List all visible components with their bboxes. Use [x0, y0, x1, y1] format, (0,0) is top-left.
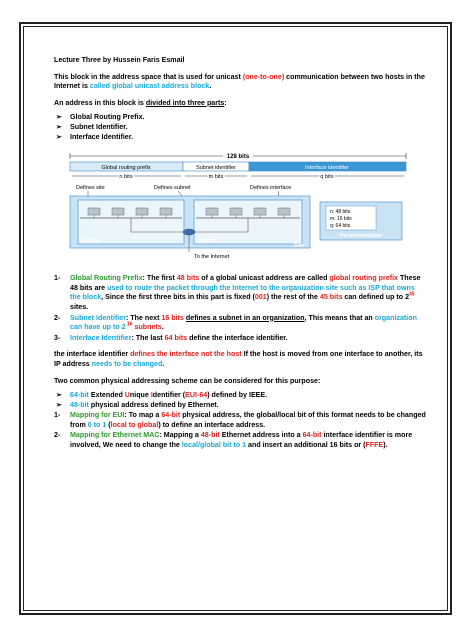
- seg3-label: Interface identifier: [305, 165, 349, 172]
- text-span: subnets: [132, 323, 162, 332]
- list-item: ➢ Global Routing Prefix.: [54, 113, 426, 123]
- text-span: organization can have up to 2: [70, 313, 417, 332]
- text-span: 16 bits: [161, 313, 184, 322]
- host-icon: [112, 208, 124, 215]
- text-span: If the host is moved from one interface to another, its IP address: [54, 350, 423, 368]
- list-item: [54, 391, 426, 401]
- text-span: Mapping for EUI: [70, 411, 125, 420]
- text-span: Ethernet address into a: [219, 431, 303, 440]
- text-span: 45 bits: [319, 293, 343, 302]
- text-span: defines a subnet in an organization: [185, 313, 305, 322]
- text-span: defines the interface not the host: [130, 350, 242, 359]
- intro-highlight-block: called global unicast address block: [89, 82, 210, 91]
- site-label: Site: [294, 243, 305, 250]
- divided-text-2: :: [224, 98, 227, 107]
- list-item: [54, 411, 426, 430]
- host-icon: [206, 208, 218, 215]
- text-span: ) to define an interface address.: [158, 420, 266, 429]
- text-span: Global Routing Prefix: [70, 274, 143, 283]
- intro-text-2: communication between two hosts in the Internet is: [54, 72, 425, 91]
- text-span: 45: [409, 291, 415, 298]
- divided-underlined: divided into three parts: [145, 98, 225, 107]
- text-span: : Mapping a: [159, 431, 201, 440]
- text-span: U: [124, 391, 130, 400]
- recommendation-label: Recommendation: [340, 233, 382, 240]
- text-span: interface identifier is more involved, We need to change the: [70, 431, 413, 450]
- defines-interface-label: Defines interface: [250, 185, 292, 192]
- item-number: 2-: [54, 431, 61, 440]
- text-span: Mapping for Ethernet MAC: [70, 431, 160, 440]
- divided-text-1: An address in this block is: [54, 98, 146, 107]
- parts-explanation-list: [54, 274, 426, 343]
- text-span: can defined up to 2: [342, 293, 410, 302]
- text-span: 64-bit: [70, 391, 89, 400]
- interface-paragraph: [54, 350, 426, 369]
- text-span: , This means that an: [304, 313, 375, 322]
- text-span: the interface identifier: [54, 350, 131, 359]
- text-span: (: [106, 420, 111, 429]
- text-span: EUI-64: [185, 391, 208, 400]
- defines-subnet-label: Defines subnet: [154, 185, 191, 192]
- list-item: [54, 274, 426, 312]
- n-bits-label: n bits: [119, 174, 133, 181]
- m-bits-label: m bits: [208, 174, 224, 181]
- text-span: global routing prefix: [329, 274, 398, 283]
- intro-highlight-one-to-one: (one-to-one): [242, 72, 285, 81]
- address-structure-diagram: [68, 148, 408, 268]
- text-span: These 48 bits are: [70, 274, 421, 292]
- text-span: local/global bit to 1: [181, 441, 247, 450]
- item-number: 2-: [54, 313, 61, 322]
- text-span: needs to be changed: [91, 359, 163, 368]
- host-icon: [136, 208, 148, 215]
- text-span: 64 bits: [164, 333, 188, 342]
- text-span: ) defined by IEEE.: [207, 391, 268, 400]
- text-span: ).: [383, 441, 388, 450]
- list-item: [54, 401, 426, 411]
- rec-m-label: m: 16 bits: [330, 216, 352, 223]
- text-span: Interface Identifier: [70, 333, 132, 342]
- subnet1-label: Subnet: [82, 238, 101, 245]
- text-span: dentifier (: [152, 391, 186, 400]
- text-span: local to global: [110, 420, 159, 429]
- text-span: : To map a: [124, 411, 162, 420]
- text-span: of a global unicast address are called: [199, 274, 330, 283]
- item-number: 1-: [54, 274, 61, 283]
- item-number: 1-: [54, 411, 61, 420]
- q-bits-label: q bits: [320, 174, 334, 181]
- text-span: .: [162, 359, 165, 368]
- diagram-svg: [68, 148, 408, 268]
- text-span: physical address, the global/local bit of this format needs to be changed from: [70, 411, 426, 429]
- text-span: used to route the packet through the Internet to the organization site such as ISP that owns the block: [70, 283, 415, 302]
- text-span: 64-bit: [161, 411, 181, 420]
- divided-paragraph: [54, 99, 426, 109]
- text-span: nique: [129, 391, 151, 400]
- text-span: : The first: [142, 274, 177, 283]
- text-span: I: [150, 391, 153, 400]
- text-span: Subnet Identifier: [70, 313, 126, 322]
- host-icon: [88, 208, 100, 215]
- router-icon: [183, 229, 195, 235]
- host-icon: [230, 208, 242, 215]
- parts-list: [54, 113, 426, 142]
- text-span: 48-bit: [70, 400, 89, 409]
- intro-paragraph: [54, 73, 426, 92]
- text-span: ) the rest of the: [266, 293, 320, 302]
- host-icon: [160, 208, 172, 215]
- seg2-label: Subnet identifier: [196, 165, 236, 172]
- text-span: and insert an additional 16 bits or (: [246, 441, 366, 450]
- host-icon: [278, 208, 290, 215]
- list-item: ➢ Subnet Identifier.: [54, 123, 426, 133]
- text-span: 16: [125, 321, 133, 328]
- mapping-list: [54, 411, 426, 450]
- document-body: [54, 56, 426, 458]
- text-span: define the interface identifier.: [187, 333, 288, 342]
- schemes-intro: Two common physical addressing scheme can be considered for this purpose:: [54, 376, 321, 385]
- text-span: FFFE: [365, 441, 384, 450]
- item-number: 3-: [54, 333, 61, 342]
- text-span: , Since the first three bits in this part is fixed (: [101, 293, 255, 302]
- text-span: 0 to 1: [87, 420, 107, 429]
- intro-text-3: .: [209, 82, 212, 91]
- defines-site-label: Defines site: [76, 185, 105, 192]
- list-item: ➢ Interface Identifier.: [54, 133, 426, 143]
- schemes-list: [54, 391, 426, 410]
- total-bits-label: 128 bits: [226, 154, 250, 161]
- rec-q-label: q: 64 bits: [330, 223, 351, 230]
- text-span: 001: [254, 293, 267, 302]
- text-span: : The next: [125, 313, 162, 322]
- list-item: [54, 314, 426, 333]
- list-item: [54, 431, 426, 450]
- text-span: Extended: [88, 391, 125, 400]
- seg1-label: Global routing prefix: [101, 165, 151, 172]
- text-span: 48 bits: [176, 274, 200, 283]
- text-span: : The last: [131, 333, 165, 342]
- text-span: 48-bit: [200, 431, 220, 440]
- lecture-title: Lecture Three by Hussein Faris Esmail: [54, 56, 185, 64]
- list-item: [54, 334, 426, 344]
- rec-n-label: n: 48 bits: [330, 209, 351, 216]
- text-span: sites.: [70, 302, 89, 311]
- internet-label: To the Internet: [194, 254, 230, 261]
- intro-text-1: This block in the address space that is used for unicast: [54, 72, 243, 81]
- subnet2-label: Subnet: [198, 238, 217, 245]
- text-span: .: [161, 323, 164, 332]
- text-span: 64-bit: [302, 431, 322, 440]
- text-span: physical address defined by Ethernet.: [88, 400, 219, 409]
- host-icon: [254, 208, 266, 215]
